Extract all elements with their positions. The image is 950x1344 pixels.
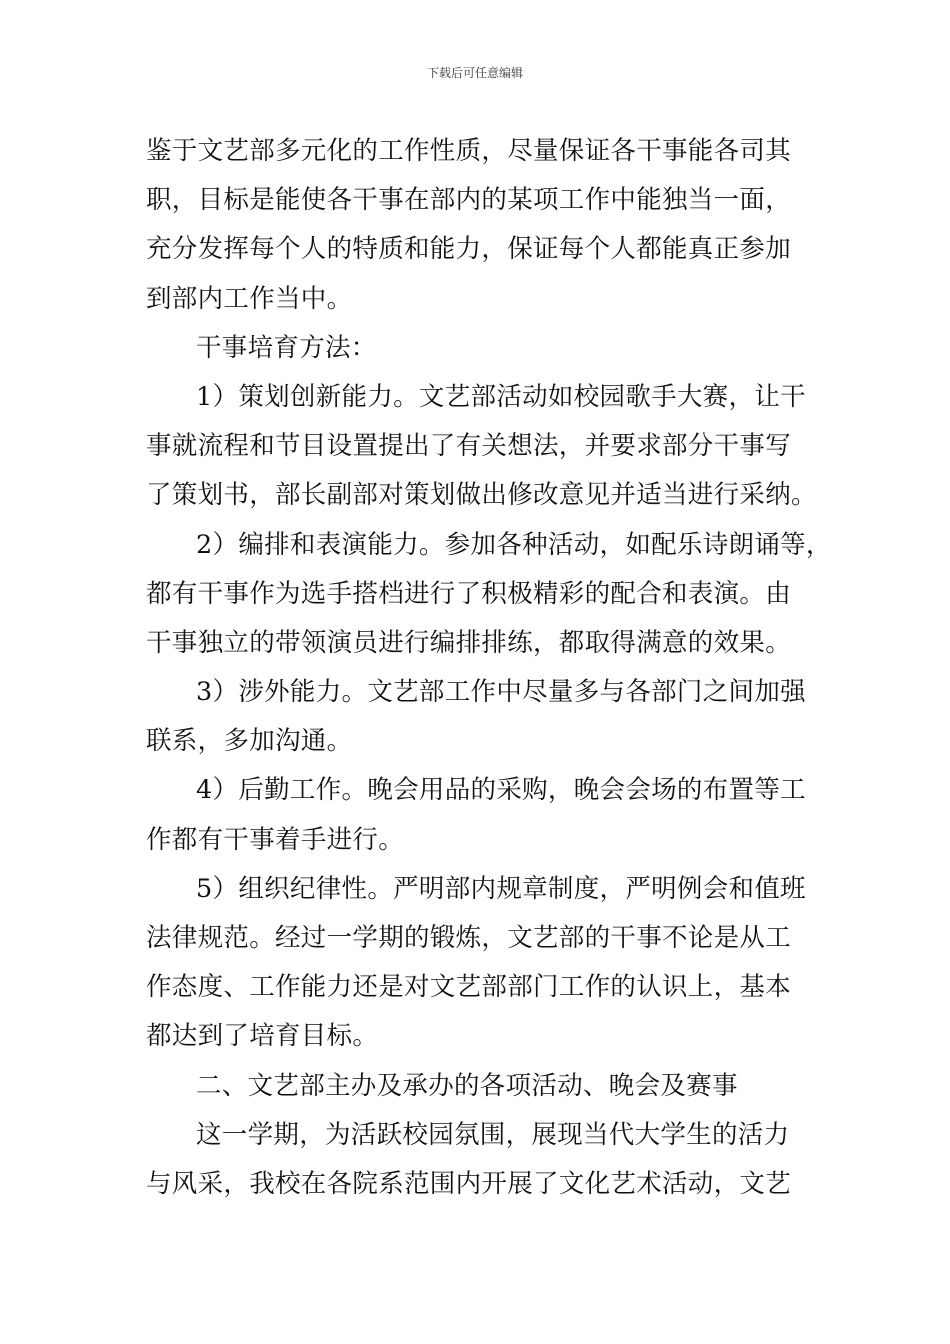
text-line: 都达到了培育目标。 <box>146 1021 379 1052</box>
text-line: 2）编排和表演能力。参加各种活动，如配乐诗朗诵等， <box>196 529 832 560</box>
text-line: 干事培育方法： <box>196 332 377 363</box>
text-line: 与风采，我校在各院系范围内开展了文化艺术活动，文艺 <box>146 1168 792 1199</box>
text-line: 二、文艺部主办及承办的各项活动、晚会及赛事 <box>196 1070 738 1101</box>
text-line: 职，目标是能使各干事在部内的某项工作中能独当一面， <box>146 185 792 216</box>
text-line: 事就流程和节目设置提出了有关想法，并要求部分干事写 <box>146 431 792 462</box>
text-line: 作态度、工作能力还是对文艺部部门工作的认识上，基本 <box>146 972 792 1003</box>
text-line: 干事独立的带领演员进行编排排练，都取得满意的效果。 <box>146 627 792 658</box>
text-line: 联系，多加沟通。 <box>146 726 353 757</box>
text-line: 这一学期，为活跃校园氛围，展现当代大学生的活力 <box>196 1119 790 1150</box>
text-line: 到部内工作当中。 <box>146 283 353 314</box>
text-line: 5）组织纪律性。严明部内规章制度，严明例会和值班 <box>196 873 806 904</box>
text-line: 作都有干事着手进行。 <box>146 824 405 855</box>
text-line: 充分发挥每个人的特质和能力，保证每个人都能真正参加 <box>146 234 792 265</box>
text-line: 鉴于文艺部多元化的工作性质，尽量保证各干事能各司其 <box>146 136 792 166</box>
page-header: 下载后可任意编辑 <box>426 66 523 80</box>
document-body <box>146 127 832 1209</box>
text-line: 法律规范。经过一学期的锻炼，文艺部的干事不论是从工 <box>146 923 792 953</box>
text-line: 3）涉外能力。文艺部工作中尽量多与各部门之间加强 <box>196 677 806 708</box>
text-line: 1）策划创新能力。文艺部活动如校园歌手大赛，让干 <box>196 381 806 412</box>
text-line: 了策划书，部长副部对策划做出修改意见并适当进行采纳。 <box>146 480 817 511</box>
text-line: 都有干事作为选手搭档进行了积极精彩的配合和表演。由 <box>146 578 792 609</box>
text-line: 4）后勤工作。晚会用品的采购，晚会会场的布置等工 <box>196 775 806 806</box>
